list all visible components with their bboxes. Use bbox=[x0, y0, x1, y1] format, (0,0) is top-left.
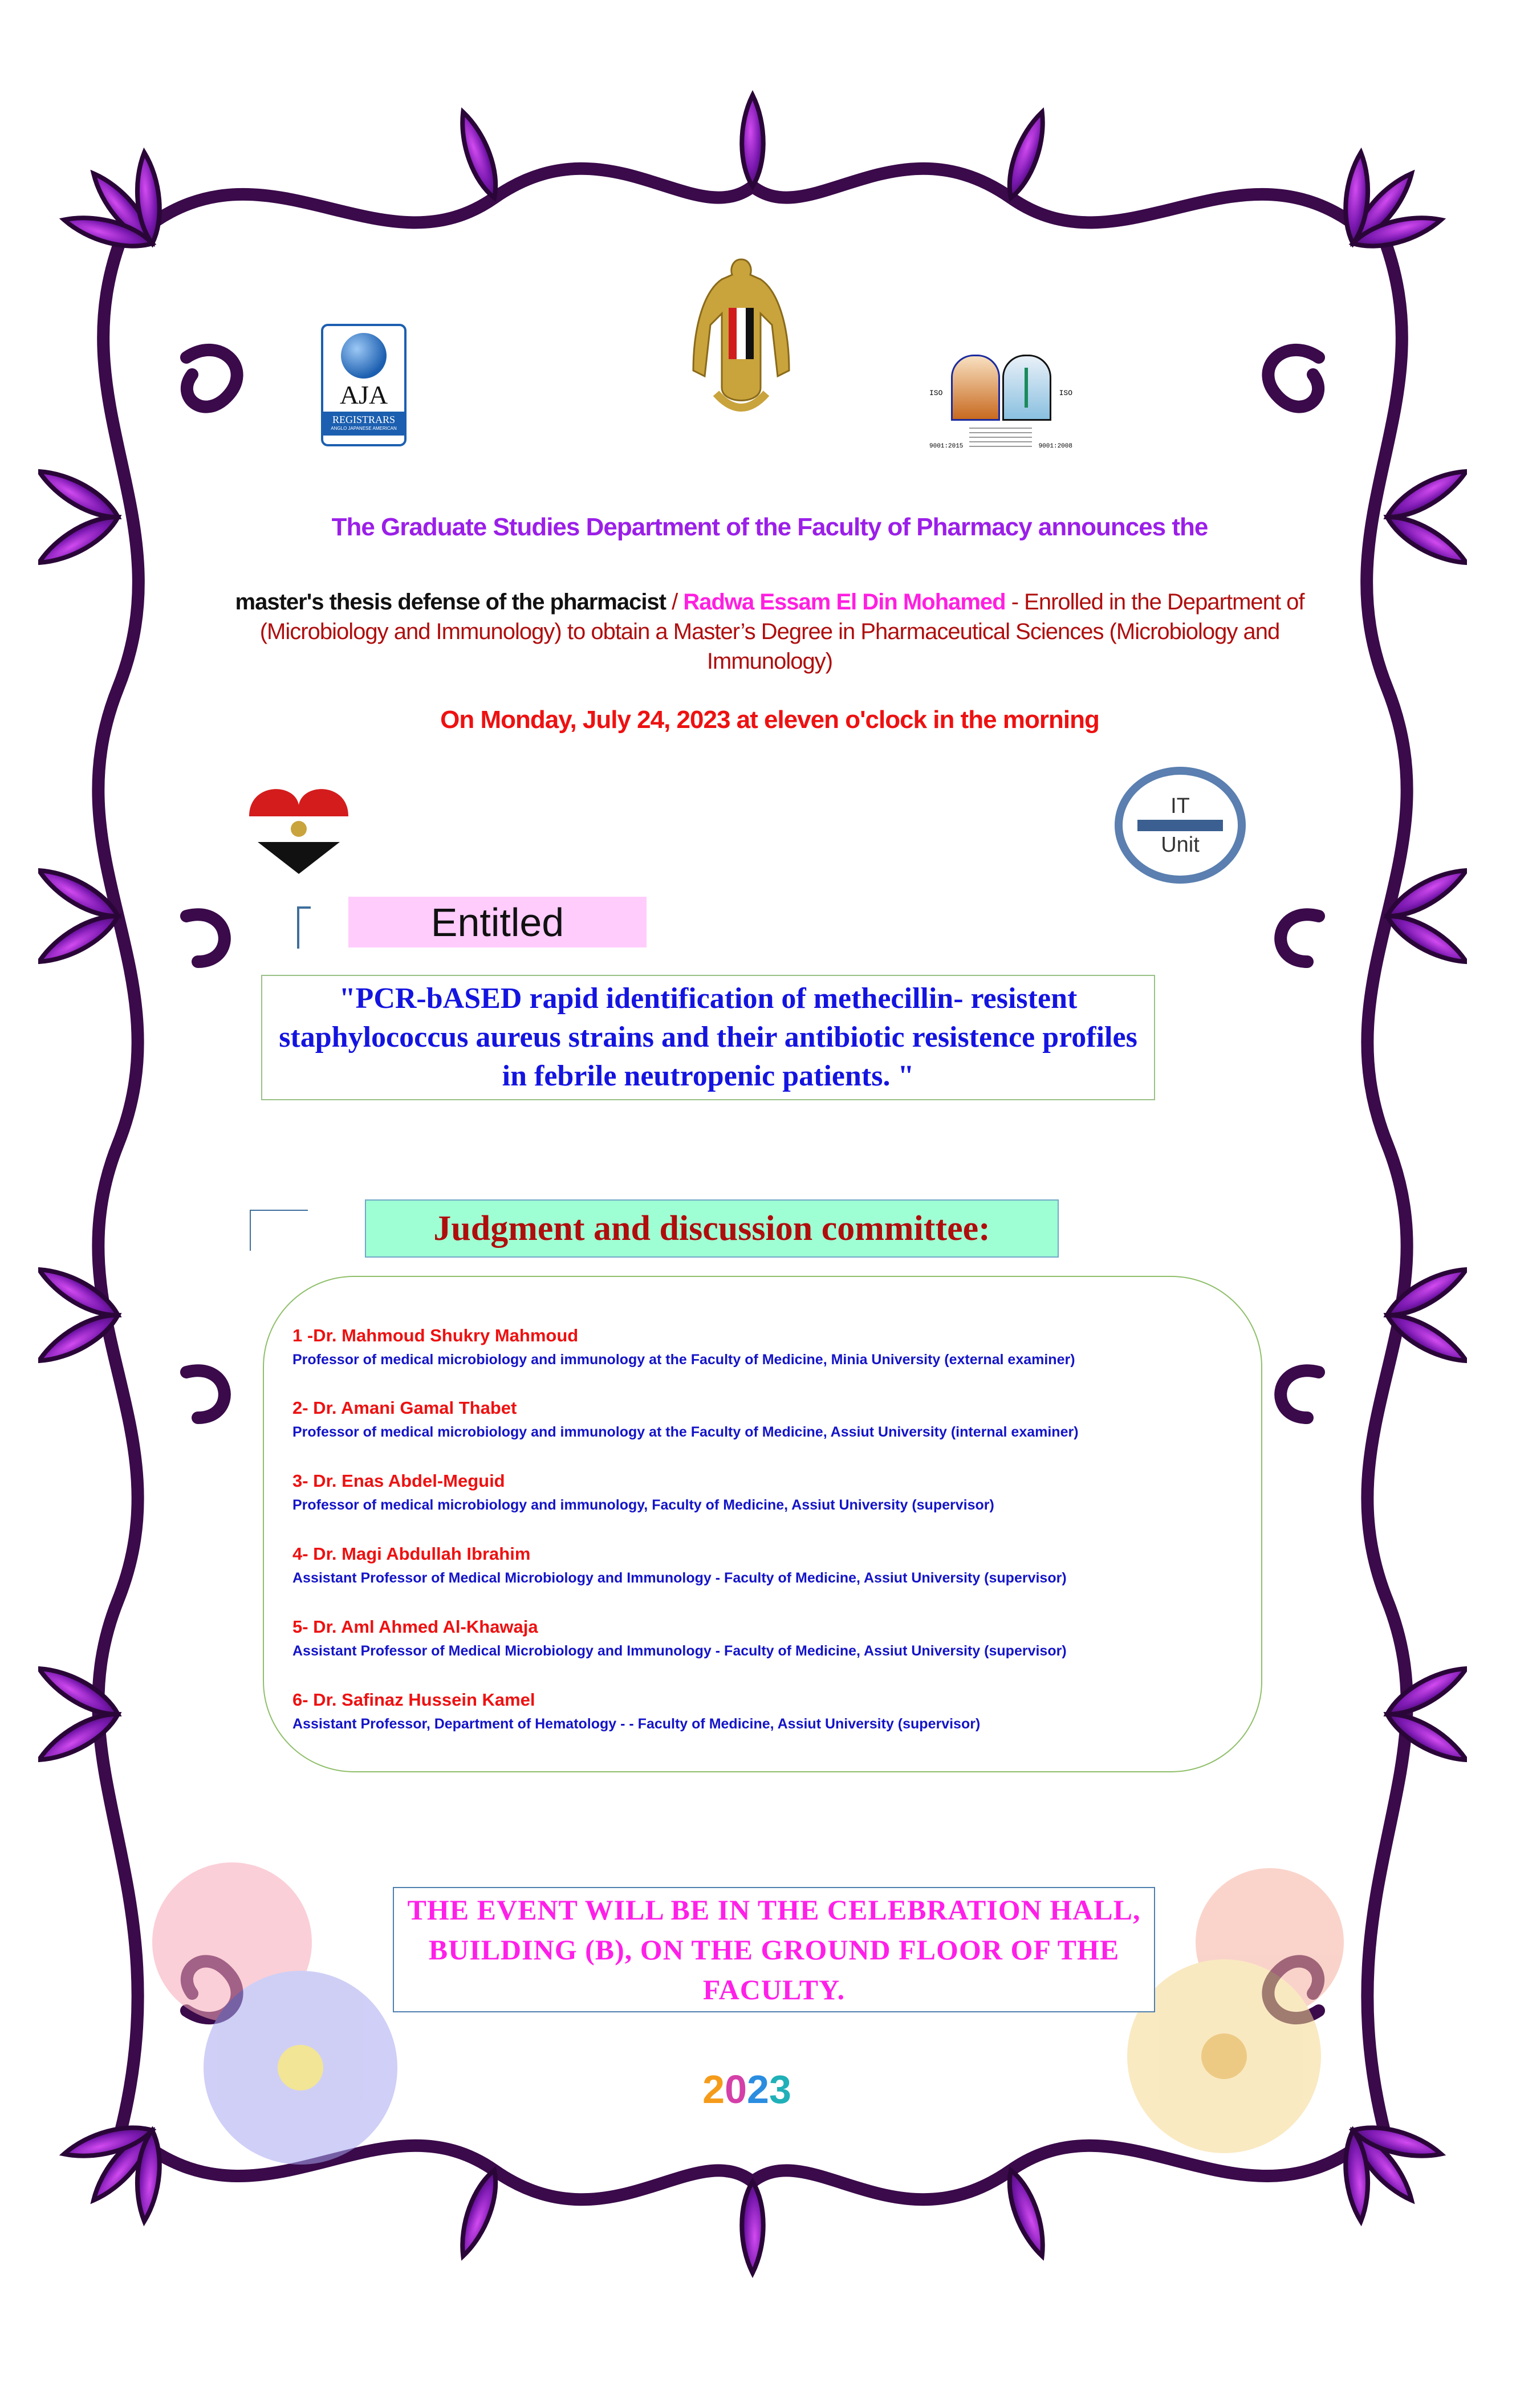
aja-sub-band bbox=[323, 412, 404, 436]
entitled-bracket bbox=[297, 906, 311, 949]
year-digit: 0 bbox=[725, 2067, 747, 2112]
venue-notice: THE EVENT WILL BE IN THE CELEBRATION HALL, BUILDING (B), ON THE GROUND FLOOR OF THE FACULTY. bbox=[393, 1887, 1155, 2012]
iso-label-left: ISO bbox=[929, 389, 943, 397]
member-role: Professor of medical microbiology and immunology at the Faculty of Medicine, Minia University (external examiner) bbox=[292, 1352, 1075, 1368]
it-unit-logo bbox=[1115, 767, 1246, 884]
defense-date: On Monday, July 24, 2023 at eleven o'clock in the morning bbox=[440, 706, 1099, 734]
committee-member bbox=[292, 1471, 994, 1514]
committee-member bbox=[292, 1617, 1067, 1659]
slash-separator: / bbox=[666, 589, 684, 615]
thesis-title: "PCR-bASED rapid identification of methecillin- resistent staphylococcus aureus strains and their antibiotic resistence profiles in febrile neutropenic patients. " bbox=[261, 975, 1155, 1100]
assiut-university-crest bbox=[951, 355, 1000, 421]
member-name: 3- Dr. Enas Abdel-Meguid bbox=[292, 1471, 505, 1491]
member-role: Professor of medical microbiology and immunology at the Faculty of Medicine, Assiut University (internal examiner) bbox=[292, 1424, 1079, 1440]
announcement-body bbox=[228, 587, 1311, 676]
member-name: 1 -Dr. Mahmoud Shukry Mahmoud bbox=[292, 1325, 579, 1345]
aja-text: AJA bbox=[339, 380, 388, 409]
unit-text: Unit bbox=[1161, 832, 1200, 857]
candidate-name: Radwa Essam El Din Mohamed bbox=[683, 589, 1006, 615]
caduceus-icon bbox=[1025, 368, 1028, 408]
entitled-label: Entitled bbox=[348, 897, 647, 947]
member-role: Assistant Professor of Medical Microbiology and Immunology - Faculty of Medicine, Assiut University (supervisor) bbox=[292, 1570, 1067, 1586]
faculty-pharmacy-logo bbox=[929, 355, 1072, 452]
year-digit: 3 bbox=[769, 2067, 791, 2112]
member-name: 5- Dr. Aml Ahmed Al-Khawaja bbox=[292, 1617, 538, 1637]
egypt-eagle-emblem bbox=[688, 257, 795, 422]
defense-intro-text: master's thesis defense of the pharmacist bbox=[235, 589, 666, 615]
year-badge bbox=[684, 2067, 810, 2118]
committee-heading: Judgment and discussion committee: bbox=[365, 1199, 1059, 1258]
committee-member bbox=[292, 1398, 1079, 1441]
egypt-heart-flag bbox=[249, 782, 348, 874]
it-band bbox=[1137, 820, 1223, 831]
heart-flag-icon bbox=[249, 782, 348, 874]
aja-registrars-logo bbox=[321, 324, 407, 446]
arabic-accreditation-text bbox=[969, 424, 1032, 447]
eagle-icon bbox=[688, 257, 795, 422]
aja-sub-text: ANGLO JAPANESE AMERICAN bbox=[331, 426, 397, 431]
committee-list bbox=[263, 1276, 1262, 1772]
enrollment-text: - Enrolled in the Department of (Microbiology and Immunology) to obtain a Master’s Degree in Pharmaceutical Sciences (Microbiology and Immunology) bbox=[259, 589, 1304, 674]
year-digit: 2 bbox=[747, 2067, 769, 2112]
member-role: Professor of medical microbiology and immunology, Faculty of Medicine, Assiut University (supervisor) bbox=[292, 1497, 994, 1513]
member-role: Assistant Professor, Department of Hematology - - Faculty of Medicine, Assiut University (supervisor) bbox=[292, 1716, 981, 1732]
committee-member bbox=[292, 1544, 1067, 1587]
committee-member bbox=[292, 1690, 980, 1732]
committee-member bbox=[292, 1325, 1075, 1368]
member-name: 6- Dr. Safinaz Hussein Kamel bbox=[292, 1690, 535, 1710]
announcement-heading: The Graduate Studies Department of the Faculty of Pharmacy announces the bbox=[331, 513, 1208, 541]
globe-icon bbox=[341, 333, 387, 379]
iso-2015-label: 9001:2015 bbox=[929, 443, 964, 450]
iso-2008-label: 9001:2008 bbox=[1038, 443, 1072, 450]
member-name: 4- Dr. Magi Abdullah Ibrahim bbox=[292, 1544, 531, 1564]
member-role: Assistant Professor of Medical Microbiology and Immunology - Faculty of Medicine, Assiut University (supervisor) bbox=[292, 1643, 1067, 1659]
year-digit: 2 bbox=[702, 2067, 725, 2112]
iso-label-right: ISO bbox=[1059, 389, 1072, 397]
it-text: IT bbox=[1170, 794, 1190, 818]
committee-bracket bbox=[250, 1210, 308, 1251]
member-name: 2- Dr. Amani Gamal Thabet bbox=[292, 1398, 517, 1418]
pharmacy-crest bbox=[1002, 355, 1051, 421]
aja-registrars-text: REGISTRARS bbox=[332, 414, 396, 425]
